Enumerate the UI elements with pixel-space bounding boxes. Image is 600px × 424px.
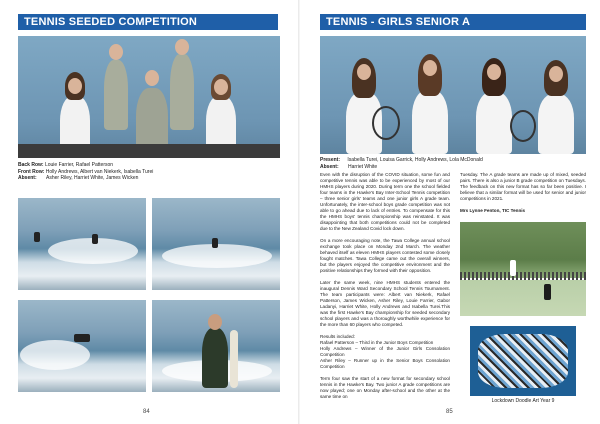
- doodle-art-photo: [470, 326, 576, 396]
- girls-team-photo: [320, 36, 586, 154]
- results-heading: Results included:: [320, 334, 355, 339]
- caption-label: Back Row:: [18, 162, 44, 168]
- absent-names: Asher Riley, Harriet White, James Wicken: [46, 175, 139, 181]
- doodle-pattern: [478, 334, 568, 388]
- page-number: 84: [143, 409, 150, 415]
- front-row-names: Holly Andrews, Albert van Niekerk, Isabella Turei: [45, 168, 154, 175]
- article-paragraph: Later the same week, nine HMHS students entered the inaugural Dennis Ward Secondary School Tennis Tournament. The team participants were: Albert van Niekerk, Rafael Patterson, James Wicken, Asher Riley, Louie Farrier, Gabor Ladanyi, Harriet White, Holly Andrews and Isabella Turei.This was the first Hawke's Bay championship for seeded secondary school players and was a thoroughly worthwhile experience for the more than 60 players who competed.: [320, 280, 450, 327]
- tennis-racquet: [510, 110, 536, 142]
- player-head: [487, 64, 501, 80]
- left-page-title: TENNIS SEEDED COMPETITION: [18, 14, 278, 30]
- result-line: Rafael Patterson – Third in the Junior Boys Competition: [320, 340, 434, 345]
- present-names: Isabella Turei, Louisa Garrick, Holly Andrews, Lola McDonald: [347, 157, 483, 163]
- surfboard: [230, 330, 238, 388]
- page-number: 85: [446, 409, 453, 415]
- player-figure: [476, 92, 512, 154]
- art-caption: Lockdown Doodle Art Year 9: [491, 398, 555, 404]
- article-column-1: [320, 172, 450, 406]
- article-paragraph: Term four saw the start of a new format for secondary school tennis in the Hawke's Bay. Two junior A grade competitions are now played; one on Monday after-school and the other at the same time on: [320, 376, 450, 399]
- floor: [18, 144, 280, 158]
- right-page-title: TENNIS - GIRLS SENIOR A: [320, 14, 586, 30]
- player-figure: [412, 90, 448, 154]
- surfer: [92, 234, 98, 244]
- signature: Mrs Lynne Fenton, TIC Tennis: [460, 208, 526, 213]
- caption-label: Present:: [320, 157, 341, 163]
- caption-label: Absent:: [320, 163, 339, 170]
- player-head: [549, 66, 563, 82]
- caption-label: Front Row:: [18, 168, 45, 175]
- player-figure: [170, 54, 194, 130]
- article-column-2: [460, 172, 586, 214]
- tennis-net: [460, 272, 586, 280]
- back-row-names: Louie Farrier, Rafael Patterson: [44, 162, 114, 168]
- player-head: [357, 64, 371, 80]
- player-head: [214, 79, 228, 95]
- absent-names: Harriet White: [348, 163, 378, 170]
- player-head: [68, 78, 82, 94]
- surfer: [34, 232, 40, 242]
- surfer-standing: [202, 328, 228, 388]
- caption-label: Absent:: [18, 175, 37, 181]
- player-figure: [104, 60, 128, 130]
- surf-photo: [18, 198, 146, 290]
- tennis-action-photo: [460, 222, 586, 316]
- player-head: [109, 44, 123, 60]
- surf-photo: [18, 300, 146, 392]
- surfer: [212, 238, 218, 248]
- surfer-head: [208, 314, 222, 330]
- article-paragraph: Even with the disruption of the COVID situation, some fun and competitive tennis was able to be experienced by most of our HMHS players during 2020. During term one the school fielded four teams in the Hawke's Bay Inter-School Tennis competition – three senior girls' teams and one junior girls A grade team. Unfortunately, the inter-school boys grade competition was not able to go ahead due to lack of entries. To compensate for this the HMHS boys' tennis championship was reinstated. It was disappointing that both competitions could not be completed due to the New Zealand Covid lock down.: [320, 172, 450, 231]
- wave-foam: [20, 340, 90, 370]
- left-photo-caption: [18, 162, 280, 182]
- seeded-team-photo: [18, 36, 280, 158]
- player-head: [145, 70, 159, 86]
- tennis-racquet: [372, 106, 400, 140]
- player-figure: [544, 284, 551, 300]
- surf-photo: [152, 300, 280, 392]
- surf-photo: [152, 198, 280, 290]
- right-page: [300, 0, 600, 424]
- article-paragraph: On a more encouraging note, the Tawa College annual school exchange took place on Monday 2nd March. The weather behaved itself as eleven HMHS players contested some closely fought matches. Tawa College came out the overall winners, but the players enjoyed the competitive environment and the positive relationships they formed with their opposition.: [320, 238, 450, 273]
- player-head: [423, 60, 437, 76]
- right-photo-caption: [320, 157, 586, 170]
- result-line: Holly Andrews – Winner of the Junior Girls Consolation Competition: [320, 346, 450, 357]
- result-line: Asher Riley – Runner up in the Senior Boys Consolation Competition: [320, 358, 450, 369]
- player-figure: [510, 260, 516, 276]
- article-paragraph: Tuesday. The A grade teams are made up of mixed, seeded pairs. There is also a junior B grade competition on Tuesdays. The feedback on this new format has so far been positive. I believe that a similar format will be used for senior and junior competitions in 2021.: [460, 172, 586, 201]
- surfer: [74, 334, 90, 342]
- player-figure: [538, 94, 574, 154]
- player-head: [175, 39, 189, 55]
